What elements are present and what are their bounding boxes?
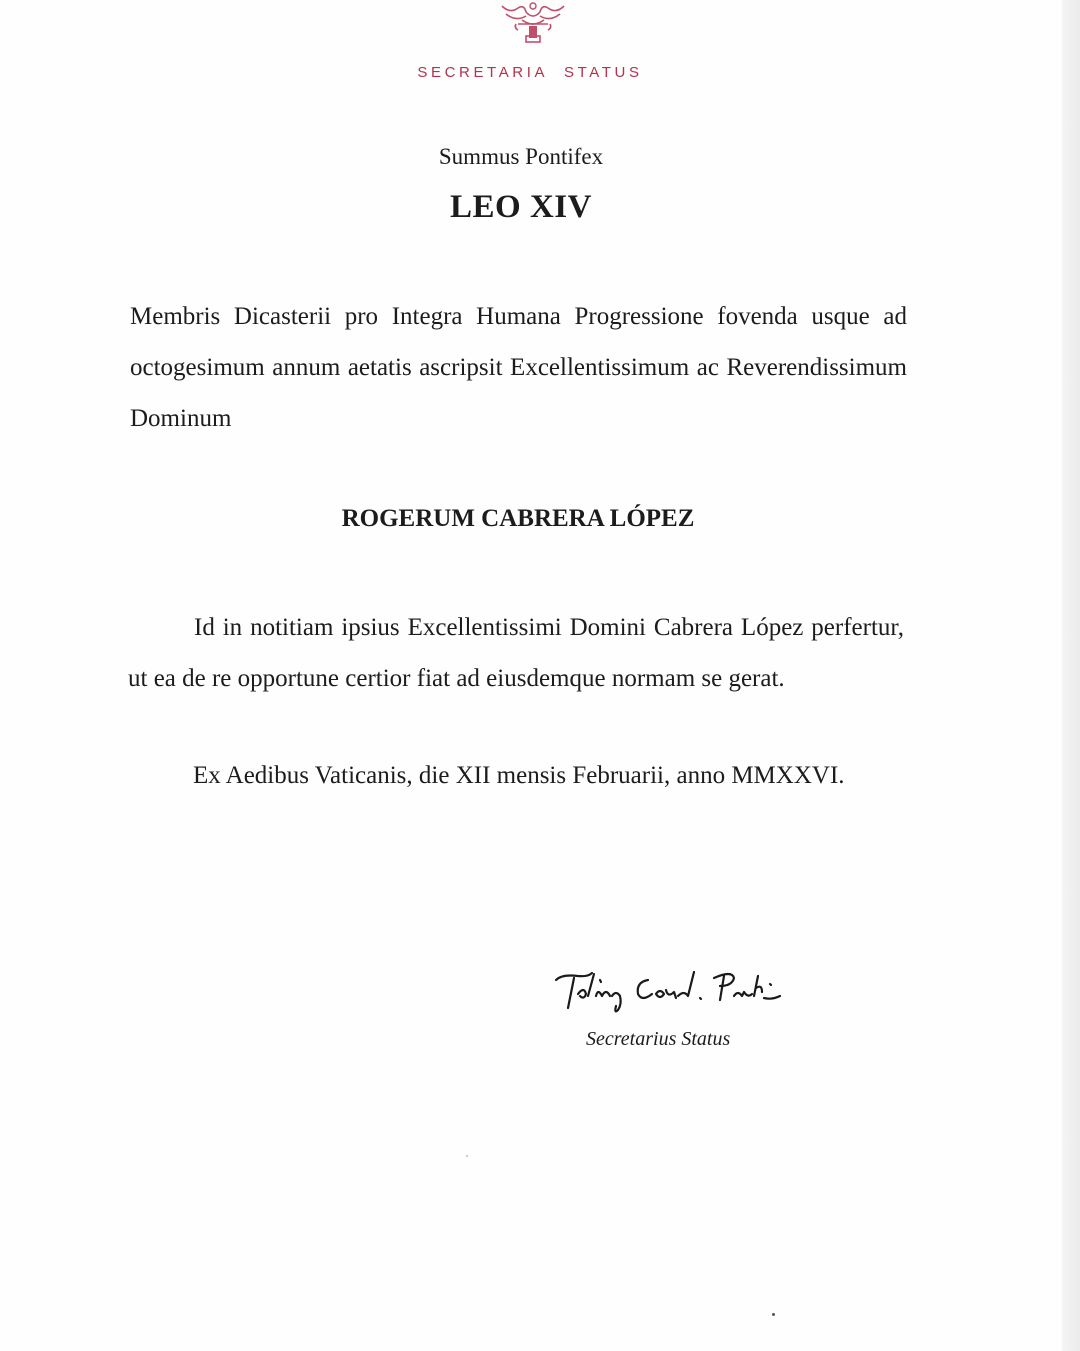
nominee-name: ROGERUM CABRERA LÓPEZ (341, 505, 695, 532)
document-title: LEO XIV (450, 189, 592, 225)
body-paragraph-1: Membris Dicasterii pro Integra Humana Progressione fovenda usque ad octogesimum annum aetatis ascripsit Excellentissimum ac Reverendissimum Dominum (130, 303, 907, 432)
page-edge-shadow (1062, 0, 1080, 1351)
body-paragraph-2: Id in notitiam ipsius Excellentissimi Domini Cabrera López perfertur, ut ea de re opportune certior fiat ad eiusdemque normam se gerat. (128, 614, 904, 692)
papal-keys-emblem-icon (496, 0, 570, 46)
handwritten-signature (548, 960, 784, 1018)
paper-speck (772, 1313, 775, 1316)
signatory-title: Secretarius Status (586, 1028, 731, 1050)
paper-speck (466, 1155, 468, 1157)
letterhead-title: SECRETARIA STATUS (417, 64, 643, 81)
dateline: Ex Aedibus Vaticanis, die XII mensis Februarii, anno MMXXVI. (193, 762, 845, 789)
document-subtitle: Summus Pontifex (438, 144, 604, 169)
